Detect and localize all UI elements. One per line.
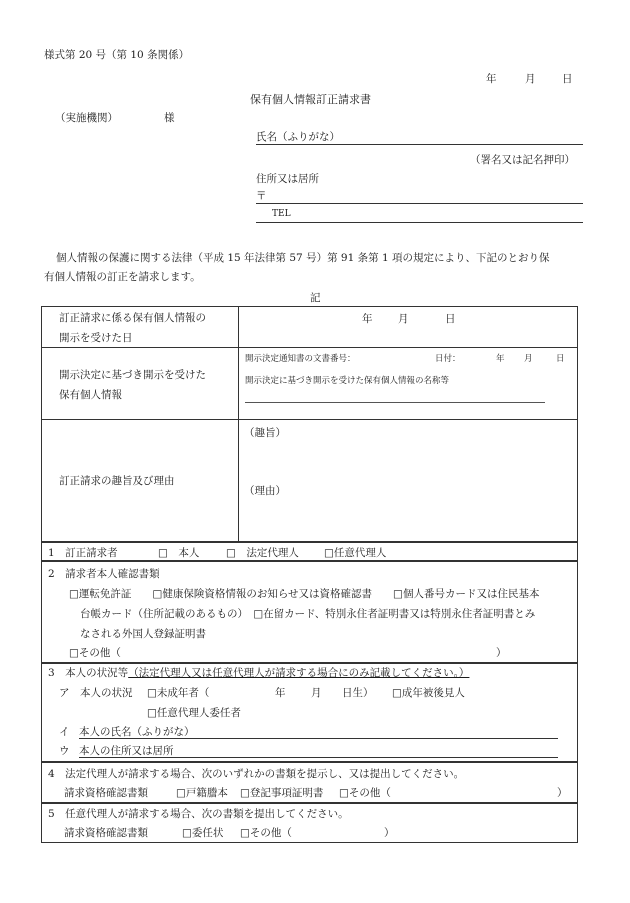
- requester-tel-label: TEL: [272, 209, 291, 219]
- section4-opt-family-register[interactable]: □戸籍謄本: [176, 787, 228, 799]
- section3-label: 3 本人の状況等（法定代理人又は任意代理人が請求する場合にのみ記載してください。）: [48, 667, 470, 679]
- row1-label-1: 訂正請求に係る保有個人情報の: [59, 312, 206, 324]
- row1-month: 月: [398, 313, 409, 325]
- section5-docs-label: 請求資格確認書類: [64, 827, 148, 839]
- row1-label-2: 開示を受けた日: [59, 332, 133, 344]
- requester-name-label: 氏名（ふりがな）: [256, 131, 340, 143]
- section1-label: 1 訂正請求者: [48, 547, 118, 559]
- postal-mark: 〒: [256, 190, 267, 202]
- section5-label: 5 任意代理人が請求する場合、次の書類を提出してください。: [48, 808, 349, 820]
- section3-a-delegator[interactable]: □任意代理人委任者: [147, 707, 241, 719]
- section2-other[interactable]: □その他（: [69, 647, 121, 659]
- section4-label: 4 法定代理人が請求する場合、次のいずれかの書類を提示し、又は提出してください。: [48, 768, 465, 780]
- section2-other-close: ）: [496, 647, 507, 659]
- row3-purpose: （趣旨）: [244, 427, 286, 439]
- requester-seal-note: （署名又は記名押印）: [470, 154, 575, 166]
- table-row-divider-1: [41, 347, 578, 348]
- intro-line-1: 個人情報の保護に関する法律（平成 15 年法律第 57 号）第 91 条第 1 項の規定により、下記のとおり保: [56, 252, 550, 264]
- section3-i-prefix: イ: [59, 726, 70, 738]
- section1-option-self[interactable]: □ 本人: [158, 547, 200, 559]
- row1-year: 年: [362, 313, 373, 325]
- section3-u-label: 本人の住所又は居所: [79, 745, 174, 757]
- section4-docs-label: 請求資格確認書類: [64, 787, 148, 799]
- section3-i-label: 本人の氏名（ふりがな）: [79, 726, 195, 738]
- row3-label: 訂正請求の趣旨及び理由: [59, 475, 175, 487]
- date-month: 月: [525, 73, 536, 85]
- section3-a-minor[interactable]: □未成年者（: [147, 687, 210, 699]
- date-year: 年: [486, 73, 497, 85]
- row2-label-2: 保有個人情報: [59, 389, 122, 401]
- row1-day: 日: [445, 313, 456, 325]
- section4-close: ）: [557, 787, 568, 799]
- section3-a-month: 月: [311, 687, 322, 699]
- section5-close: ）: [384, 827, 395, 839]
- row2-year: 年: [496, 354, 505, 364]
- section5-opt-power-of-attorney[interactable]: □委任状: [182, 827, 224, 839]
- requester-address-label: 住所又は居所: [256, 173, 319, 185]
- row3-reason: （理由）: [244, 485, 286, 497]
- table-row-divider-2: [41, 419, 578, 420]
- section1-box: [41, 542, 578, 561]
- form-title: 保有個人情報訂正請求書: [250, 93, 371, 106]
- requester-name-line[interactable]: [256, 144, 583, 145]
- section2-line-2[interactable]: 台帳カード（住所記載のあるもの） □在留カード、特別永住者証明書又は特別永住者証明書とみ: [80, 608, 536, 620]
- section4-opt-other[interactable]: □その他（: [339, 787, 391, 799]
- requester-address-line[interactable]: [256, 203, 583, 204]
- section1-option-legal[interactable]: □ 法定代理人: [226, 547, 299, 559]
- agency-honorific: 様: [164, 112, 175, 124]
- form-number: 様式第 20 号（第 10 条関係）: [44, 49, 190, 61]
- section3-u-prefix: ウ: [59, 745, 70, 757]
- row2-date-label: 日付：: [435, 354, 461, 364]
- section3-u-line[interactable]: [79, 757, 558, 758]
- section3-a-born: 日生）: [342, 687, 374, 699]
- section1-option-voluntary[interactable]: □任意代理人: [324, 547, 387, 559]
- row2-doc-number: 開示決定通知書の文書番号：: [245, 354, 356, 364]
- section3-a-ward[interactable]: □成年被後見人: [392, 687, 465, 699]
- row2-day: 日: [556, 354, 565, 364]
- row2-month: 月: [524, 354, 533, 364]
- section3-a-year: 年: [275, 687, 286, 699]
- row2-name-label: 開示決定に基づき開示を受けた保有個人情報の名称等: [245, 376, 450, 386]
- row2-name-line[interactable]: [245, 402, 545, 403]
- requester-tel-line[interactable]: [256, 222, 583, 223]
- agency-label: （実施機関）: [55, 112, 118, 124]
- section3-a-label: ア 本人の状況: [59, 687, 133, 699]
- section2-line-3: なされる外国人登録証明書: [80, 628, 206, 640]
- section3-i-line[interactable]: [79, 738, 558, 739]
- row2-label-1: 開示決定に基づき開示を受けた: [59, 369, 206, 381]
- intro-line-2: 有個人情報の訂正を請求します。: [44, 271, 201, 283]
- section5-opt-other[interactable]: □その他（: [240, 827, 292, 839]
- section2-label: 2 請求者本人確認書類: [48, 568, 160, 580]
- section4-opt-registry[interactable]: □登記事項証明書: [240, 787, 324, 799]
- table-column-divider: [238, 306, 239, 542]
- section2-line-1[interactable]: □運転免許証 □健康保険資格情報のお知らせ又は資格確認書 □個人番号カード又は住民基本: [69, 588, 540, 600]
- date-day: 日: [562, 73, 573, 85]
- ki-label: 記: [310, 292, 321, 304]
